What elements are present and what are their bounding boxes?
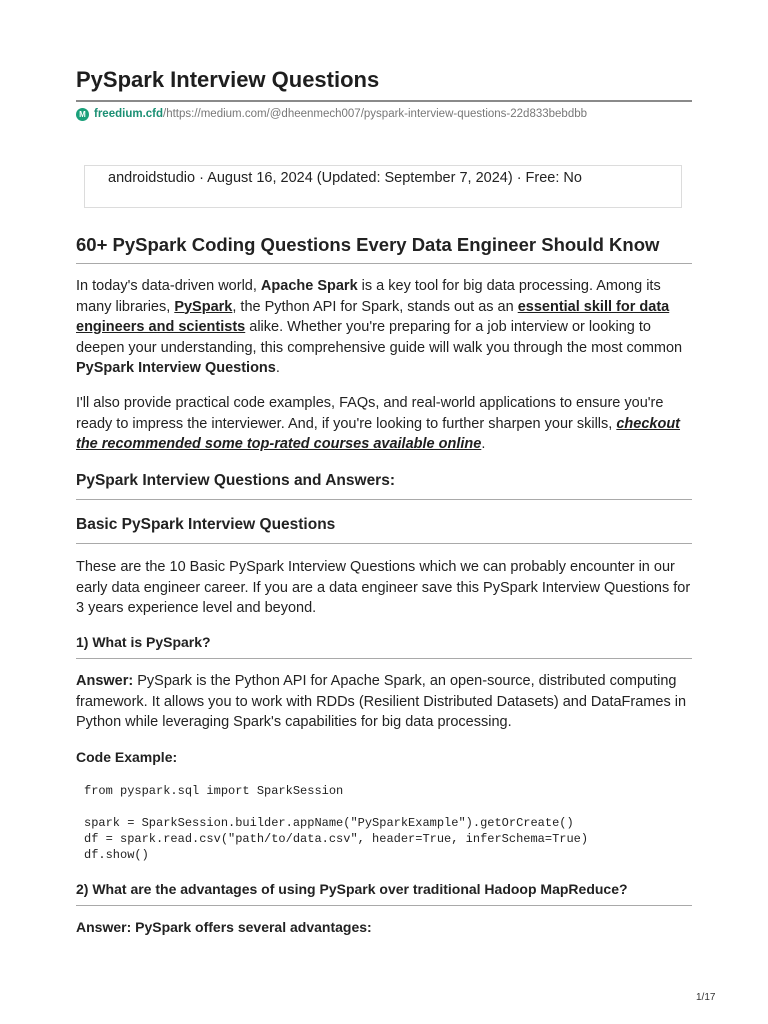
pyspark-interview-questions-bold: PySpark Interview Questions [76, 360, 276, 376]
intro-paragraph: In today's data-driven world, Apache Spark is a key tool for big data processing. Among its many libraries, PySpark, the Python API for Spark, stands out as an essential skill for data engineers and scientists alike. Whether you're preparing for a job interview or looking to deepen your understanding, this comprehensive guide will walk you through the most common PySpark Interview Questions. [76, 278, 683, 376]
pyspark-link[interactable]: PySpark [174, 298, 233, 315]
code-block: from pyspark.sql import SparkSession spark = SparkSession.builder.appName("PySparkExample").getOrCreate() df = spark.read.csv("path/to/data.csv", header=True, inferSchema=True) df.show() [84, 784, 589, 862]
question-1-heading: 1) What is PySpark? [76, 633, 692, 659]
basic-heading: Basic PySpark Interview Questions [76, 515, 692, 544]
main-heading: 60+ PySpark Coding Questions Every Data Engineer Should Know [76, 233, 692, 264]
basic-intro-paragraph: These are the 10 Basic PySpark Interview Questions which we can probably encounter in our early data engineer career. If you are a data engineer save this PySpark Interview Questions for 3 years experience level and beyond. [76, 559, 691, 616]
courses-link[interactable]: checkout the recommended some top-rated courses available online [76, 415, 681, 452]
question-2-heading: 2) What are the advantages of using PySpark over traditional Hadoop MapReduce? [76, 880, 692, 906]
source-domain-link[interactable]: freedium.cfd [94, 108, 164, 120]
question-2-answer-heading: Answer: PySpark offers several advantages: [76, 919, 372, 935]
essential-skill-link[interactable]: essential skill for data engineers and scientists [76, 298, 670, 335]
intro-paragraph-2: I'll also provide practical code examples, FAQs, and real-world applications to ensure you're ready to impress the interviewer. And, if you're looking to further sharpen your skills, checkout the recommended some top-rated courses available online. [76, 395, 681, 452]
article-meta-box [84, 165, 682, 208]
section-heading: PySpark Interview Questions and Answers: [76, 471, 692, 500]
source-path: /https://medium.com/@dheenmech007/pyspark-interview-questions-22d833bebdbb [163, 108, 588, 120]
apache-spark-bold: Apache Spark [260, 278, 358, 294]
page-title: PySpark Interview Questions [76, 66, 692, 102]
code-example-label: Code Example: [76, 749, 178, 765]
medium-logo-icon: M [76, 108, 89, 121]
question-1-answer: Answer: PySpark is the Python API for Apache Spark, an open-source, distributed computing framework. It allows you to work with RDDs (Resilient Distributed Datasets) and DataFrames in Python while leveraging Spark's capabilities for big data processing. [76, 673, 687, 730]
answer-label: Answer: [76, 673, 134, 689]
source-line [76, 106, 587, 122]
page-number: 1/17 [696, 992, 716, 1003]
article-meta: androidstudio · August 16, 2024 (Updated: September 7, 2024) · Free: No [108, 170, 582, 186]
